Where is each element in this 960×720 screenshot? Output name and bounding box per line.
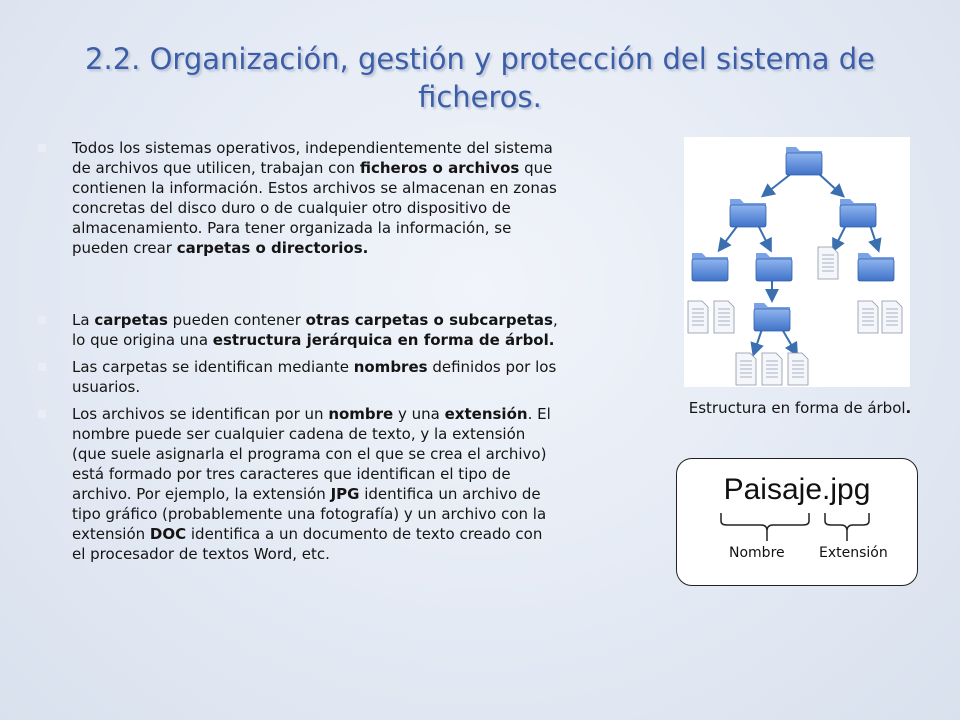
tree-arrow [782, 329, 796, 353]
document-icon [858, 301, 878, 333]
tree-arrow [720, 225, 738, 249]
bullet-item [38, 310, 558, 350]
tree-arrow [834, 225, 846, 249]
folder-icon [754, 303, 790, 331]
folder-tree-diagram [684, 137, 910, 387]
bold-run: estructura jerárquica en forma de árbol. [212, 331, 555, 349]
text-run: Las carpetas se identifican mediante [72, 358, 354, 376]
bold-run: nombre [328, 405, 394, 423]
text-run: . El nombre puede ser cualquier cadena de texto, y la extensión (que suele asignarla el programa con el que se crea el archivo) está formado por tres caracteres que identifican el tipo de archivo. Por ejemplo, la extensión [72, 405, 551, 503]
tree-caption-text: Estructura en forma de árbol [688, 399, 906, 417]
text-run: , lo que origina una [72, 311, 558, 349]
folder-icon [730, 199, 766, 227]
bold-run: carpetas o directorios. [176, 239, 369, 257]
name-label: Nombre [729, 545, 785, 561]
bullet-list [38, 138, 558, 564]
text-run: Los archivos se identifican por un [72, 405, 329, 423]
tree-caption [660, 399, 940, 417]
folder-icon [786, 147, 822, 175]
filename-example-box [676, 458, 918, 586]
tree-caption-period: . [905, 399, 912, 417]
slide-title: 2.2. Organización, gestión y protección del sistema de ficheros. [85, 42, 875, 114]
document-icon [688, 301, 708, 333]
extension-label: Extensión [819, 545, 888, 561]
tree-arrow [758, 225, 770, 249]
document-icon [788, 353, 808, 385]
bold-run: ficheros o archivos [359, 159, 520, 177]
text-run: La [72, 311, 95, 329]
name-brace [721, 513, 809, 531]
text-run: pueden contener [167, 311, 306, 329]
bold-run: extensión [444, 405, 528, 423]
text-run: Todos los sistemas operativos, independientemente del sistema de archivos que utilicen, trabajan con [72, 139, 553, 177]
tree-arrow [818, 173, 842, 195]
bullet-marker [38, 410, 46, 418]
bold-run: nombres [353, 358, 428, 376]
bold-run: carpetas [94, 311, 168, 329]
tree-arrow [764, 173, 792, 195]
bullet-marker [38, 316, 46, 324]
bullet-marker [38, 363, 46, 371]
folder-icon [692, 253, 728, 281]
text-run: y una [393, 405, 445, 423]
document-icon [714, 301, 734, 333]
document-icon [762, 353, 782, 385]
document-icon [818, 247, 838, 279]
bullet-marker [38, 144, 46, 152]
folder-tree-svg [684, 137, 910, 387]
folder-icon [840, 199, 876, 227]
folder-icon [858, 253, 894, 281]
document-icon [736, 353, 756, 385]
extension-brace [825, 513, 869, 531]
text-run: que contienen la información. Estos archivos se almacenan en zonas concretas del disco duro o de cualquier otro dispositivo de almacenamiento. Para tener organizada la información, se pueden crear [72, 159, 557, 257]
tree-arrow [754, 329, 762, 353]
document-icon [882, 301, 902, 333]
text-run: identifica a un documento de texto creado con el procesador de textos Word, etc. [72, 525, 543, 563]
bold-run: DOC [149, 525, 187, 543]
text-run: identifica un archivo de tipo gráfico (probablemente una fotografía) y un archivo con la extensión [72, 485, 547, 543]
brace-svg [677, 459, 917, 585]
text-run: definidos por los usuarios. [72, 358, 557, 396]
filename-text: Paisaje.jpg [723, 473, 871, 506]
bullet-item [38, 138, 558, 258]
bold-run: otras carpetas o subcarpetas [305, 311, 553, 329]
folder-icon [756, 253, 792, 281]
bullet-item [38, 357, 558, 397]
tree-arrow [870, 225, 878, 249]
bold-run: JPG [330, 485, 360, 503]
bullet-item [38, 404, 558, 564]
